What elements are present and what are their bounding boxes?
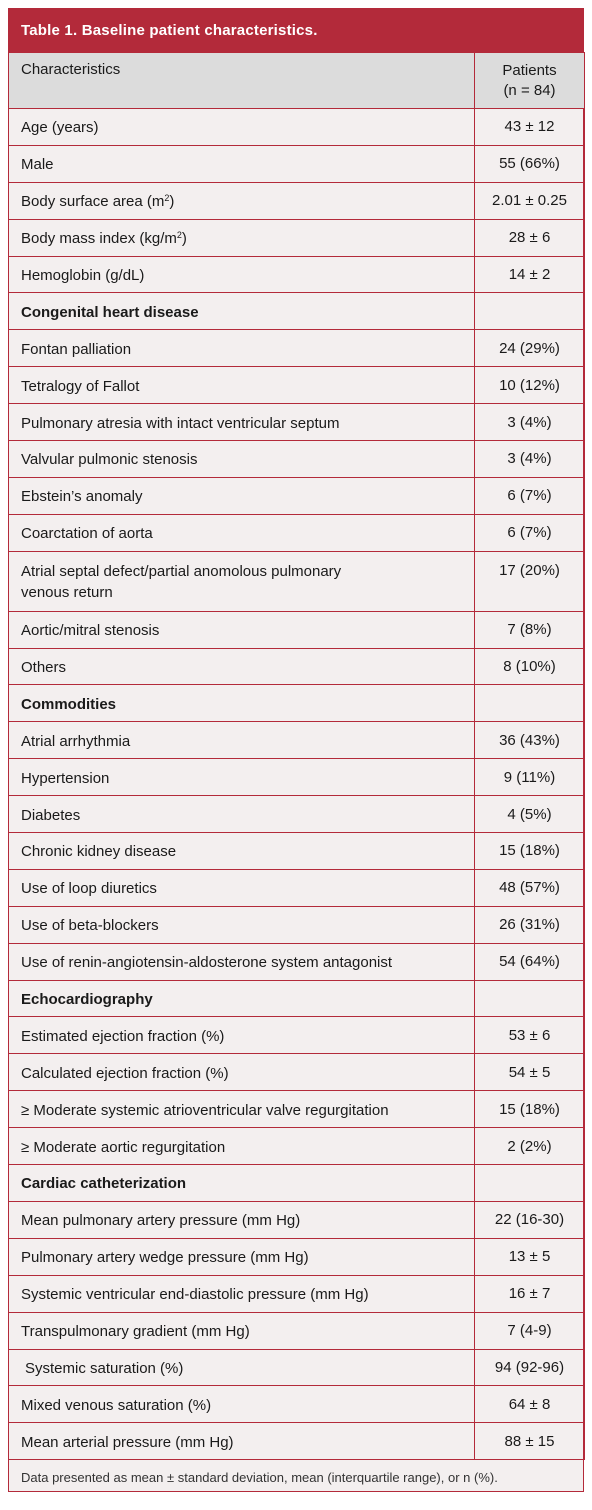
- table-row: [9, 943, 585, 980]
- characteristics-table: [8, 52, 585, 1460]
- row-label-text-end: ): [169, 193, 175, 211]
- row-value: 3 (4%): [475, 404, 585, 441]
- table-row: [9, 1312, 585, 1349]
- row-value: [475, 685, 585, 722]
- row-value: [475, 293, 585, 330]
- row-label: Estimated ejection fraction (%): [9, 1017, 475, 1054]
- table-row: [9, 219, 585, 256]
- row-label: [9, 219, 475, 256]
- row-value: 43 ± 12: [475, 109, 585, 146]
- row-label: Pulmonary artery wedge pressure (mm Hg): [9, 1238, 475, 1275]
- table-row: [9, 1128, 585, 1165]
- row-label: Calculated ejection fraction (%): [9, 1054, 475, 1091]
- row-value: 54 (64%): [475, 943, 585, 980]
- row-value: 6 (7%): [475, 514, 585, 551]
- table-row: [9, 477, 585, 514]
- row-label: Male: [9, 145, 475, 182]
- table-section-row: [9, 1165, 585, 1202]
- table-row: [9, 869, 585, 906]
- row-value: 24 (29%): [475, 330, 585, 367]
- table-caption: [9, 9, 583, 52]
- row-value: [475, 1165, 585, 1202]
- row-value: 15 (18%): [475, 1091, 585, 1128]
- header-patients-line2: (n = 84): [503, 81, 556, 99]
- row-value: 17 (20%): [475, 551, 585, 611]
- row-value: [475, 980, 585, 1017]
- row-label: Fontan palliation: [9, 330, 475, 367]
- table-section-row: [9, 293, 585, 330]
- table-card: [8, 8, 584, 1492]
- section-heading: Echocardiography: [9, 980, 475, 1017]
- page-bottom-band: [0, 1496, 592, 1510]
- row-value: 54 ± 5: [475, 1054, 585, 1091]
- row-value: 53 ± 6: [475, 1017, 585, 1054]
- row-value: 13 ± 5: [475, 1238, 585, 1275]
- row-label: Others: [9, 648, 475, 685]
- table-row: [9, 1054, 585, 1091]
- row-value: 2.01 ± 0.25: [475, 182, 585, 219]
- table-footnote: Data presented as mean ± standard deviation, mean (interquartile range), or n (%).: [21, 1470, 498, 1486]
- table-row: [9, 1386, 585, 1423]
- row-label-superscript: 2: [176, 230, 182, 241]
- row-value: 64 ± 8: [475, 1386, 585, 1423]
- table-row: [9, 1201, 585, 1238]
- row-value: 4 (5%): [475, 796, 585, 833]
- table-row: [9, 906, 585, 943]
- table-section-row: [9, 685, 585, 722]
- table-row: [9, 759, 585, 796]
- table-row: [9, 109, 585, 146]
- row-value: 94 (92-96): [475, 1349, 585, 1386]
- row-label: ≥ Moderate systemic atrioventricular valve regurgitation: [9, 1091, 475, 1128]
- table-row: [9, 1423, 585, 1460]
- row-label: Mixed venous saturation (%): [9, 1386, 475, 1423]
- row-label: Tetralogy of Fallot: [9, 367, 475, 404]
- row-label-superscript: 2: [164, 193, 170, 204]
- row-label: [9, 551, 475, 611]
- row-label: ≥ Moderate aortic regurgitation: [9, 1128, 475, 1165]
- row-value: 22 (16-30): [475, 1201, 585, 1238]
- table-row: [9, 796, 585, 833]
- table-row: [9, 1349, 585, 1386]
- row-label: Pulmonary atresia with intact ventricular septum: [9, 404, 475, 441]
- row-value: 14 ± 2: [475, 256, 585, 293]
- row-label: Systemic ventricular end-diastolic pressure (mm Hg): [9, 1275, 475, 1312]
- row-label-text: Body mass index (kg/m: [21, 230, 177, 248]
- row-value: 8 (10%): [475, 648, 585, 685]
- row-label: Age (years): [9, 109, 475, 146]
- row-value: 10 (12%): [475, 367, 585, 404]
- table-row: [9, 1017, 585, 1054]
- row-label: Mean pulmonary artery pressure (mm Hg): [9, 1201, 475, 1238]
- row-label-text: Body surface area (m: [21, 193, 165, 211]
- table-row: [9, 833, 585, 870]
- row-value: 88 ± 15: [475, 1423, 585, 1460]
- row-value: 16 ± 7: [475, 1275, 585, 1312]
- row-label: Mean arterial pressure (mm Hg): [9, 1423, 475, 1460]
- table-row: [9, 330, 585, 367]
- header-patients: [475, 53, 585, 109]
- table-row: [9, 722, 585, 759]
- row-label: Use of renin-angiotensin-aldosterone system antagonist: [9, 943, 475, 980]
- row-label: Use of beta-blockers: [9, 906, 475, 943]
- row-label-text-end: ): [181, 230, 187, 248]
- row-value: 28 ± 6: [475, 219, 585, 256]
- row-value: 7 (8%): [475, 611, 585, 648]
- table-row: [9, 1091, 585, 1128]
- table-row: [9, 1238, 585, 1275]
- row-label: [9, 182, 475, 219]
- table-row: [9, 145, 585, 182]
- table-row: [9, 1275, 585, 1312]
- row-label: Coarctation of aorta: [9, 514, 475, 551]
- row-value: 6 (7%): [475, 477, 585, 514]
- section-heading: Congenital heart disease: [9, 293, 475, 330]
- row-value: 9 (11%): [475, 759, 585, 796]
- table-body: [9, 109, 585, 1460]
- table-row: [9, 441, 585, 478]
- table-caption-title: Baseline patient characteristics.: [81, 22, 318, 39]
- table-row: [9, 648, 585, 685]
- table-row: [9, 367, 585, 404]
- row-label: Chronic kidney disease: [9, 833, 475, 870]
- row-value: 2 (2%): [475, 1128, 585, 1165]
- table-header-row: [9, 53, 585, 109]
- header-patients-line1: Patients: [502, 61, 557, 79]
- table-row: [9, 404, 585, 441]
- row-value: 55 (66%): [475, 145, 585, 182]
- table-caption-label: Table 1.: [21, 22, 78, 39]
- row-label: Diabetes: [9, 796, 475, 833]
- row-label: Atrial arrhythmia: [9, 722, 475, 759]
- row-value: 3 (4%): [475, 441, 585, 478]
- row-label-line1: Atrial septal defect/partial anomolous pulmonary: [21, 563, 342, 581]
- section-heading: Cardiac catheterization: [9, 1165, 475, 1202]
- table-row: [9, 551, 585, 611]
- table-row: [9, 182, 585, 219]
- row-label: Aortic/mitral stenosis: [9, 611, 475, 648]
- row-value: 48 (57%): [475, 869, 585, 906]
- row-label: Hypertension: [9, 759, 475, 796]
- row-label: Use of loop diuretics: [9, 869, 475, 906]
- row-label: Ebstein’s anomaly: [9, 477, 475, 514]
- row-label: Valvular pulmonic stenosis: [9, 441, 475, 478]
- row-label-line2: venous return: [21, 584, 113, 602]
- table-row: [9, 256, 585, 293]
- table-section-row: [9, 980, 585, 1017]
- row-value: 15 (18%): [475, 833, 585, 870]
- row-value: 26 (31%): [475, 906, 585, 943]
- section-heading: Commodities: [9, 685, 475, 722]
- row-value: 7 (4-9): [475, 1312, 585, 1349]
- table-row: [9, 611, 585, 648]
- table-row: [9, 514, 585, 551]
- row-label: Systemic saturation (%): [9, 1349, 475, 1386]
- row-label: Hemoglobin (g/dL): [9, 256, 475, 293]
- row-label: Transpulmonary gradient (mm Hg): [9, 1312, 475, 1349]
- header-characteristics: Characteristics: [9, 53, 475, 109]
- row-value: 36 (43%): [475, 722, 585, 759]
